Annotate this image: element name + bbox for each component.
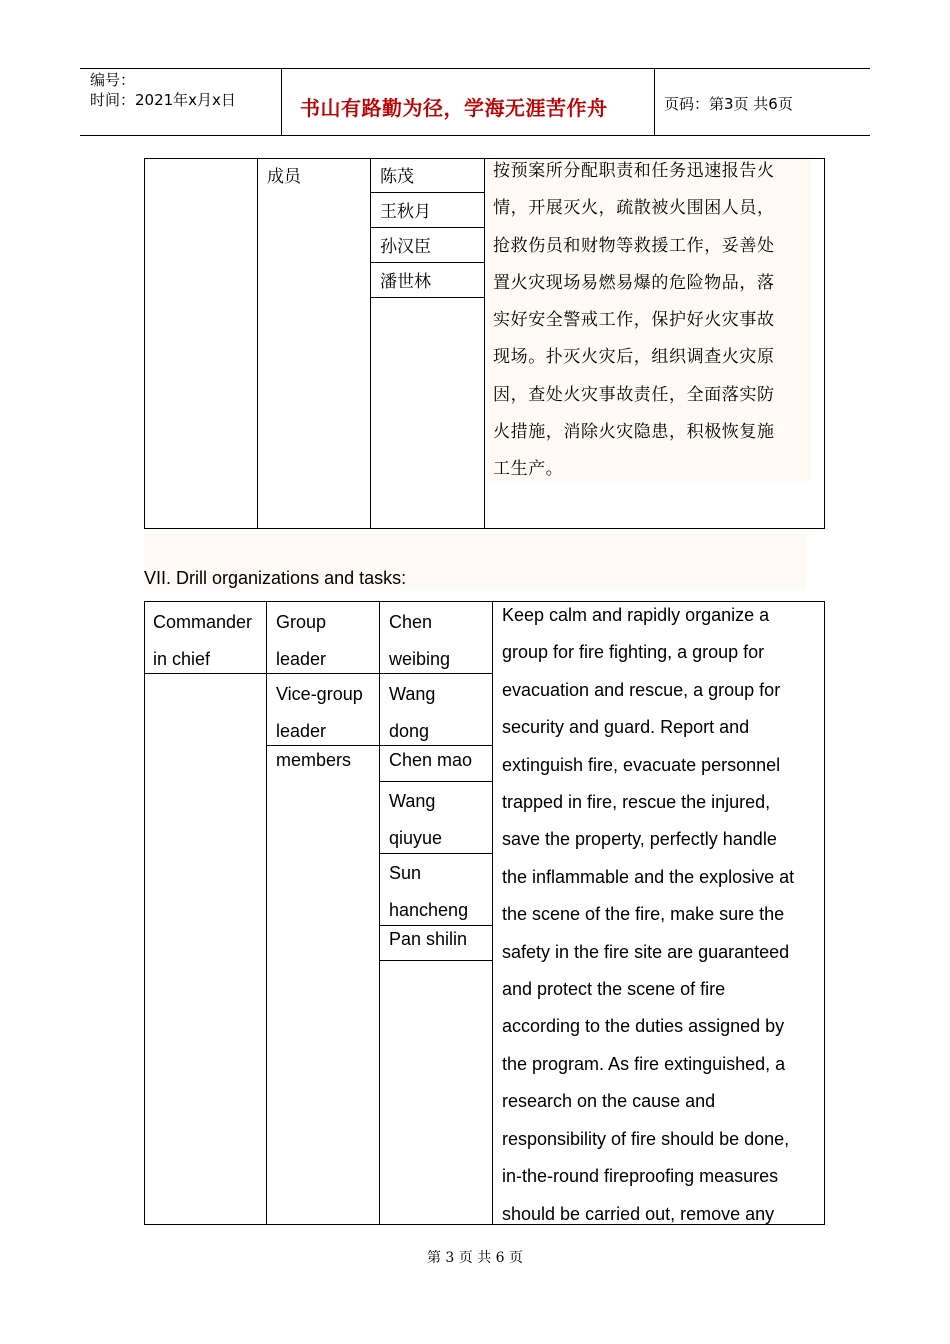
header-top-rule xyxy=(80,68,870,69)
task-line: security and guard. Report and xyxy=(502,717,750,738)
document-time-label: 时间：2021年x月x日 xyxy=(90,91,236,109)
role-commander-in-chief xyxy=(153,604,252,679)
table-cn-row-sep xyxy=(370,262,484,263)
role-commander-line: in chief xyxy=(153,649,211,670)
vice-name-line: Wang xyxy=(389,684,436,704)
table-cn-col4-border xyxy=(484,158,485,529)
task-line: in-the-round fireproofing measures xyxy=(502,1166,779,1187)
task-line: group for fire fighting, a group for xyxy=(502,642,765,663)
member-name-en xyxy=(389,748,472,772)
table-en-left-border xyxy=(144,601,145,1225)
table-cn-left-border xyxy=(144,158,145,529)
role-commander-line: Commander xyxy=(153,612,253,632)
group-leader-name-line: Chen xyxy=(389,612,433,632)
role-members-cn: 成员 xyxy=(267,167,301,187)
header-motto: 书山有路勤为径，学海无涯苦作舟 xyxy=(300,96,608,120)
vice-group-leader-name xyxy=(389,676,435,751)
task-line: the program. As fire extinguished, a xyxy=(502,1053,786,1074)
role-members: members xyxy=(276,750,352,770)
header-bottom-rule xyxy=(80,135,870,136)
role-vice-line: leader xyxy=(276,721,327,742)
header-divider-left xyxy=(281,68,282,136)
task-line: evacuation and rescue, a group for xyxy=(502,679,781,700)
role-vice-group-leader xyxy=(276,676,363,751)
task-line: trapped in fire, rescue the injured, xyxy=(502,792,771,813)
duty-line: 抢救伤员和财物等救援工作，妥善处 xyxy=(493,235,775,256)
task-line: Keep calm and rapidly organize a xyxy=(502,605,770,625)
member-name-cn: 孙汉臣 xyxy=(380,237,431,257)
table-cn-row-sep xyxy=(370,297,484,298)
group-leader-name-line: weibing xyxy=(389,649,451,670)
duty-line: 情，开展灭火，疏散被火围困人员， xyxy=(493,198,775,219)
member-name-line: Pan shilin xyxy=(389,929,468,949)
table-cn-right-border xyxy=(824,158,825,529)
member-name-cn: 王秋月 xyxy=(380,202,431,222)
table-en-col2-border xyxy=(266,601,267,1225)
member-name-line: Wang xyxy=(389,791,436,811)
member-name-line: qiuyue xyxy=(389,828,443,849)
task-line: save the property, perfectly handle xyxy=(502,829,777,850)
document-number-label: 编号： xyxy=(90,71,136,89)
table-en-row-sep xyxy=(379,960,492,961)
duty-line: 火措施，消除火灾隐患，积极恢复施 xyxy=(493,422,775,443)
table-en-row-sep xyxy=(379,781,492,782)
role-vice-line: Vice-group xyxy=(276,684,363,704)
task-line: responsibility of fire should be done, xyxy=(502,1128,790,1149)
duty-line: 置火灾现场易燃易爆的危险物品，落 xyxy=(493,272,775,293)
task-line: according to the duties assigned by xyxy=(502,1016,785,1037)
table-cn-col2-border xyxy=(257,158,258,529)
task-line: research on the cause and xyxy=(502,1091,716,1112)
table-cn-row-sep xyxy=(370,192,484,193)
duty-line: 实好安全警戒工作，保护好火灾事故 xyxy=(493,310,775,331)
member-name-en xyxy=(389,927,467,951)
table-cn-col3-border xyxy=(370,158,371,529)
section-title: VII. Drill organizations and tasks: xyxy=(144,568,407,588)
member-name-cn: 潘世林 xyxy=(380,272,431,292)
task-description-en xyxy=(502,597,824,1233)
task-line: and protect the scene of fire xyxy=(502,979,726,1000)
duty-line: 按预案所分配职责和任务迅速报告火 xyxy=(493,161,775,181)
role-group-leader-line: Group xyxy=(276,612,327,632)
duty-line: 因，查处火灾事故责任，全面落实防 xyxy=(493,384,775,405)
task-line: should be carried out, remove any xyxy=(502,1203,775,1224)
table-en-col3-border xyxy=(379,601,380,1225)
member-name-line: Sun xyxy=(389,863,422,883)
duty-line: 现场。扑灭火灾后，组织调查火灾原 xyxy=(493,347,775,368)
role-group-leader xyxy=(276,604,326,679)
table-cn-row-sep xyxy=(370,227,484,228)
vice-name-line: dong xyxy=(389,721,430,742)
table-en-right-border xyxy=(824,601,825,1225)
header-page-info: 页码：第3页 共6页 xyxy=(664,95,793,113)
role-group-leader-line: leader xyxy=(276,649,327,670)
header-divider-right xyxy=(654,68,655,136)
member-name-cn: 陈茂 xyxy=(380,167,414,187)
member-name-en xyxy=(389,783,442,858)
task-line: extinguish fire, evacuate personnel xyxy=(502,754,781,775)
table-en-col4-border xyxy=(492,601,493,1225)
task-line: the inflammable and the explosive at xyxy=(502,866,795,887)
page-footer: 第 3 页 共 6 页 xyxy=(426,1250,524,1266)
task-line: safety in the fire site are guaranteed xyxy=(502,941,790,962)
duty-description-cn xyxy=(493,153,823,489)
task-line: the scene of the fire, make sure the xyxy=(502,904,785,925)
member-name-line: Chen mao xyxy=(389,750,473,770)
member-name-en xyxy=(389,855,468,930)
group-leader-name xyxy=(389,604,450,679)
duty-line: 工生产。 xyxy=(493,459,564,480)
member-name-line: hancheng xyxy=(389,900,469,921)
